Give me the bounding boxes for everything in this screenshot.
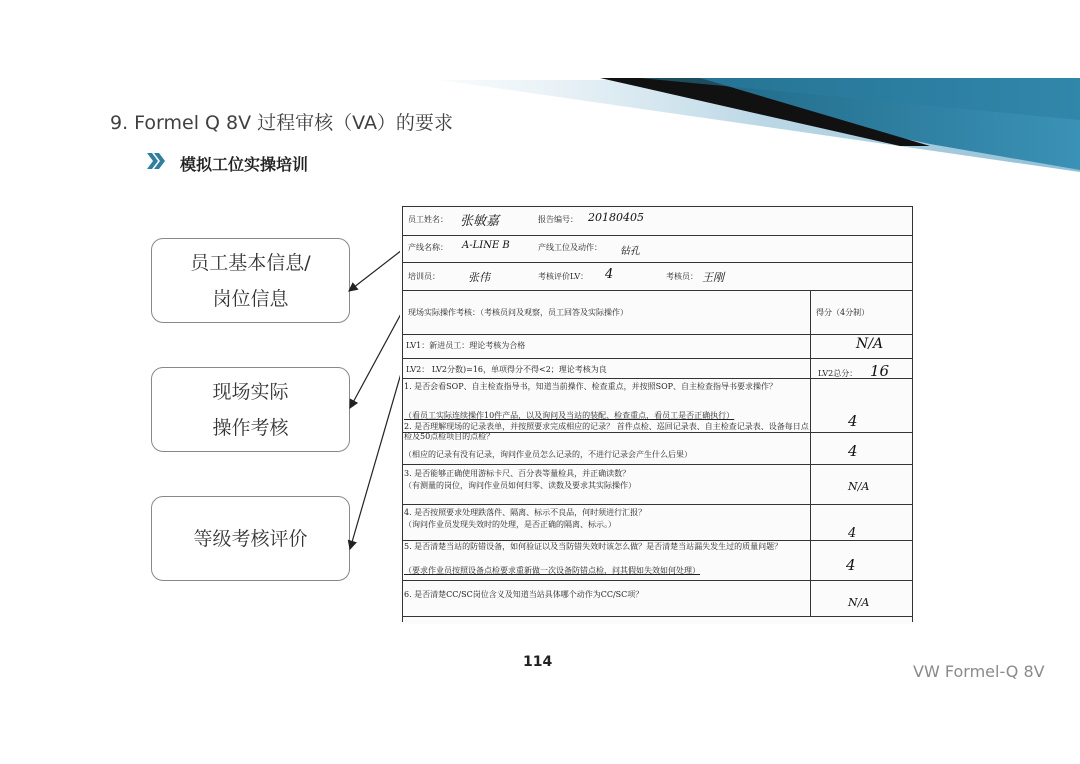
page-number: 114	[523, 654, 553, 670]
item-5-score: 4	[846, 556, 856, 574]
lv1-score: N/A	[856, 336, 884, 352]
item-1-question: 1. 是否会看SOP、自主检查指导书，知道当前操作、检查重点，并按照SOP、自主检查指导书要求操作？	[404, 382, 778, 391]
employee-name-value: 张敏嘉	[460, 214, 500, 229]
callout-line: 操作考核	[212, 416, 289, 439]
item-6-question: 6. 是否清楚CC/SC岗位含义及知道当站具体哪个动作为CC/SC项？	[404, 590, 644, 599]
slide-subtitle: 模拟工位实操培训	[180, 155, 309, 174]
item-5-hint: （要求作业员按照设备点检要求重新做一次设备防错点检，问其假如失效如何处理）	[404, 566, 700, 575]
item-3-question: 3. 是否能够正确使用游标卡尺、百分表等量检具，并正确读数？	[404, 469, 631, 478]
item-2-score: 4	[848, 442, 858, 460]
item-6-score: N/A	[848, 596, 870, 609]
callout-line: 岗位信息	[212, 287, 289, 310]
item-1-score: 4	[848, 412, 858, 430]
arrow-to-onsite-assessment	[350, 312, 402, 408]
lv2-text: LV2： LV2分数)=16，单项得分不得<2；理论考核为良	[406, 365, 607, 374]
item-3-score: N/A	[848, 480, 870, 493]
item-2-hint: （相应的记录有没有记录，询问作业员怎么记录的，不进行记录会产生什么后果）	[404, 450, 692, 459]
line-name-value: A-LINE B	[462, 240, 510, 251]
station-value: 钻孔	[620, 246, 640, 257]
callout-line: 员工基本信息/	[190, 251, 311, 274]
eval-level-label: 考核评价LV：	[538, 272, 589, 281]
assessor-label: 考核员：	[666, 272, 698, 281]
item-3-hint: （有测量的岗位，询问作业员如何归零、读数及要求其实际操作）	[404, 481, 636, 490]
line-name-label: 产线名称：	[408, 243, 448, 252]
assessor-value: 王刚	[702, 271, 724, 284]
score-header: 得分（4分制）	[816, 308, 870, 317]
arrow-to-employee-info	[349, 250, 402, 291]
item-1-hint: （看员工实际连续操作10件产品，以及询问及当站的装配、检查重点，看员工是否正确执行）	[404, 411, 735, 420]
trainer-label: 培训员：	[408, 272, 440, 281]
trainer-value: 张伟	[468, 271, 490, 284]
lv2-total-value: 16	[870, 362, 890, 380]
scanned-assessment-form	[400, 204, 913, 624]
onsite-header: 现场实际操作考核：（考核员问及观察，员工回答及实际操作）	[408, 308, 628, 317]
eval-level-value: 4	[605, 267, 614, 282]
item-2-question: 2. 是否理解现场的记录表单，并按照要求完成相应的记录？ 首件点检、巡回记录表、自主检查记录表、设备每日点检及50点检项目的点检？	[404, 422, 809, 441]
report-no-label: 报告编号：	[538, 215, 578, 224]
lv1-text: LV1：新进员工：理论考核为合格	[406, 341, 526, 350]
item-5-question: 5. 是否清楚当站的防错设备，如何验证以及当防错失效时该怎么做？是否清楚当站漏失发生过的质量问题？	[404, 542, 783, 551]
arrow-to-level-evaluation	[350, 370, 402, 549]
lv2-total-label: LV2总分：	[818, 369, 858, 378]
item-4-hint: （询问作业员发现失效时的处理，是否正确的隔离、标示。）	[404, 520, 616, 529]
station-label: 产线工位及动作：	[538, 243, 602, 252]
score-column-divider	[810, 290, 811, 616]
report-no-value: 20180405	[588, 211, 644, 224]
callout-line: 现场实际	[212, 380, 289, 403]
item-4-question: 4. 是否按照要求处理跌落件、隔离、标示不良品，何时须进行汇报？	[404, 508, 647, 517]
footer-brand: VW Formel-Q 8V	[913, 662, 1045, 681]
item-4-score: 4	[848, 526, 857, 541]
callout-line: 等级考核评价	[193, 527, 308, 550]
slide-title: 9. Formel Q 8V 过程审核（VA）的要求	[110, 112, 453, 134]
employee-name-label: 员工姓名：	[408, 215, 448, 224]
